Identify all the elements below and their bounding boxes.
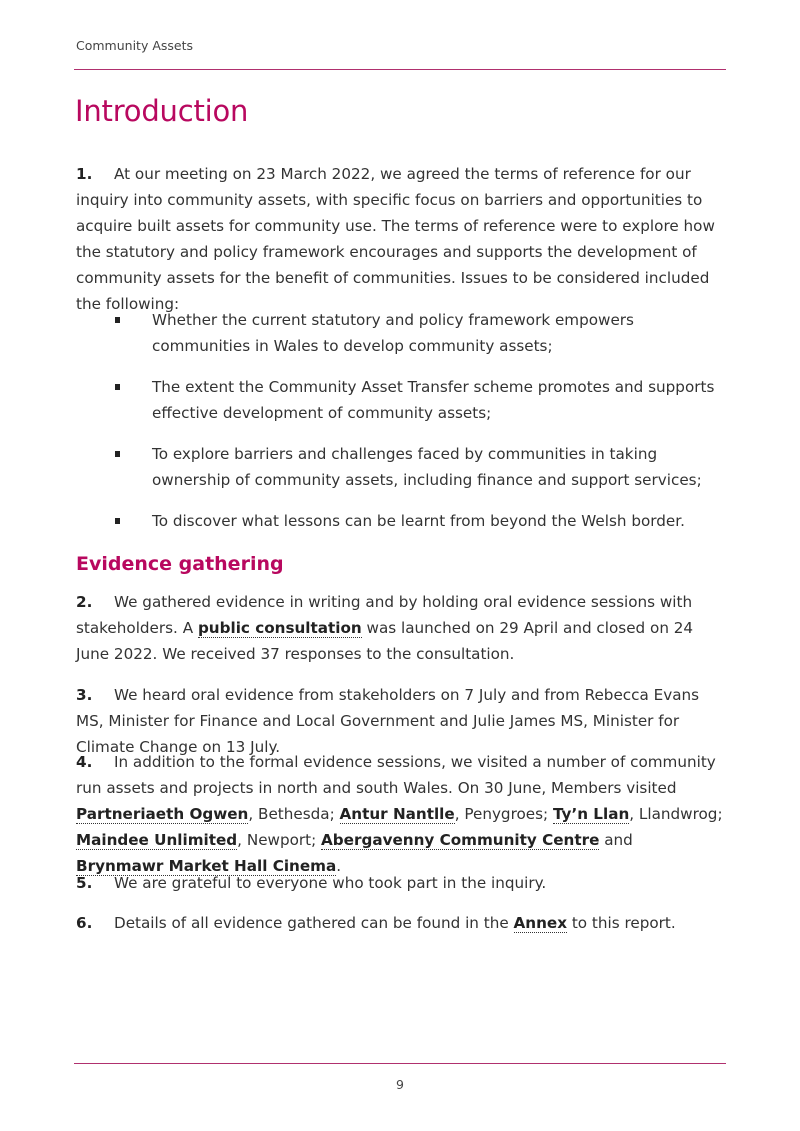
- bullet-icon: [115, 317, 120, 323]
- list-item: [115, 374, 715, 426]
- paragraph-number: 5.: [76, 874, 93, 892]
- brynmawr-market-hall-cinema-link[interactable]: Brynmawr Market Hall Cinema: [76, 857, 337, 875]
- public-consultation-link[interactable]: public consultation: [197, 619, 362, 637]
- list-item-text: To explore barriers and challenges faced by communities in taking ownership of community assets, including finance and support services;: [152, 445, 702, 489]
- paragraph-number: 6.: [76, 914, 93, 932]
- paragraph-2: [76, 589, 724, 667]
- header-rule: [74, 69, 726, 70]
- bullet-icon: [115, 451, 120, 457]
- paragraph-text: , Llandwrog;: [629, 805, 723, 823]
- list-item: [115, 441, 715, 493]
- paragraph-text: Details of all evidence gathered can be found in the: [114, 914, 514, 932]
- paragraph-text: , Newport;: [237, 831, 322, 849]
- partneriaeth-ogwen-link[interactable]: Partneriaeth Ogwen: [76, 805, 249, 823]
- paragraph-number: 2.: [76, 593, 93, 611]
- page-title: Introduction: [75, 94, 249, 128]
- paragraph-text: We gathered evidence in writing and by holding oral evidence sessions with stakeholders. A: [76, 593, 693, 637]
- paragraph-1: [76, 161, 724, 317]
- running-header: Community Assets: [76, 38, 193, 53]
- paragraph-text: , Bethesda;: [248, 805, 340, 823]
- paragraph-text: At our meeting on 23 March 2022, we agreed the terms of reference for our inquiry into community assets, with specific focus on barriers and opportunities to acquire built assets for community use. The terms of reference were to explore how the statutory and policy framework encourages and supports the development of community assets for the benefit of communities. Issues to be considered included the following:: [76, 165, 715, 313]
- paragraph-number: 3.: [76, 686, 93, 704]
- list-item: [115, 508, 715, 534]
- paragraph-text: We are grateful to everyone who took part in the inquiry.: [114, 874, 547, 892]
- tyn-llan-link[interactable]: Ty’n Llan: [552, 805, 630, 823]
- paragraph-text: and: [599, 831, 633, 849]
- paragraph-text: , Penygroes;: [454, 805, 553, 823]
- paragraph-number: 1.: [76, 165, 93, 183]
- bullet-icon: [115, 518, 120, 524]
- paragraph-text: In addition to the formal evidence sessions, we visited a number of community run assets and projects in north and south Wales. On 30 June, Members visited: [76, 753, 716, 797]
- antur-nantlle-link[interactable]: Antur Nantlle: [339, 805, 455, 823]
- list-item-text: Whether the current statutory and policy framework empowers communities in Wales to develop community assets;: [152, 311, 634, 355]
- paragraph-text: to this report.: [567, 914, 676, 932]
- footer-rule: [74, 1063, 726, 1064]
- page-number: 9: [396, 1077, 404, 1092]
- annex-link[interactable]: Annex: [513, 914, 567, 932]
- terms-list: [115, 307, 715, 534]
- paragraph-text: was launched on 29 April and closed on 24 June 2022. We received 37 responses to the consultation.: [76, 619, 694, 663]
- paragraph-number: 4.: [76, 753, 93, 771]
- paragraph-6: [76, 910, 724, 936]
- list-item-text: The extent the Community Asset Transfer scheme promotes and supports effective development of community assets;: [152, 378, 715, 422]
- bullet-icon: [115, 384, 120, 390]
- list-item: [115, 307, 715, 359]
- paragraph-text: We heard oral evidence from stakeholders on 7 July and from Rebecca Evans MS, Minister for Finance and Local Government and Julie James MS, Minister for Climate Change on 13 July.: [76, 686, 700, 756]
- paragraph-text: .: [336, 857, 342, 875]
- abergavenny-community-centre-link[interactable]: Abergavenny Community Centre: [321, 831, 600, 849]
- maindee-unlimited-link[interactable]: Maindee Unlimited: [76, 831, 238, 849]
- list-item-text: To discover what lessons can be learnt from beyond the Welsh border.: [152, 512, 685, 530]
- paragraph-4: [76, 749, 724, 879]
- section-heading: Evidence gathering: [76, 553, 284, 575]
- paragraph-5: [76, 870, 724, 896]
